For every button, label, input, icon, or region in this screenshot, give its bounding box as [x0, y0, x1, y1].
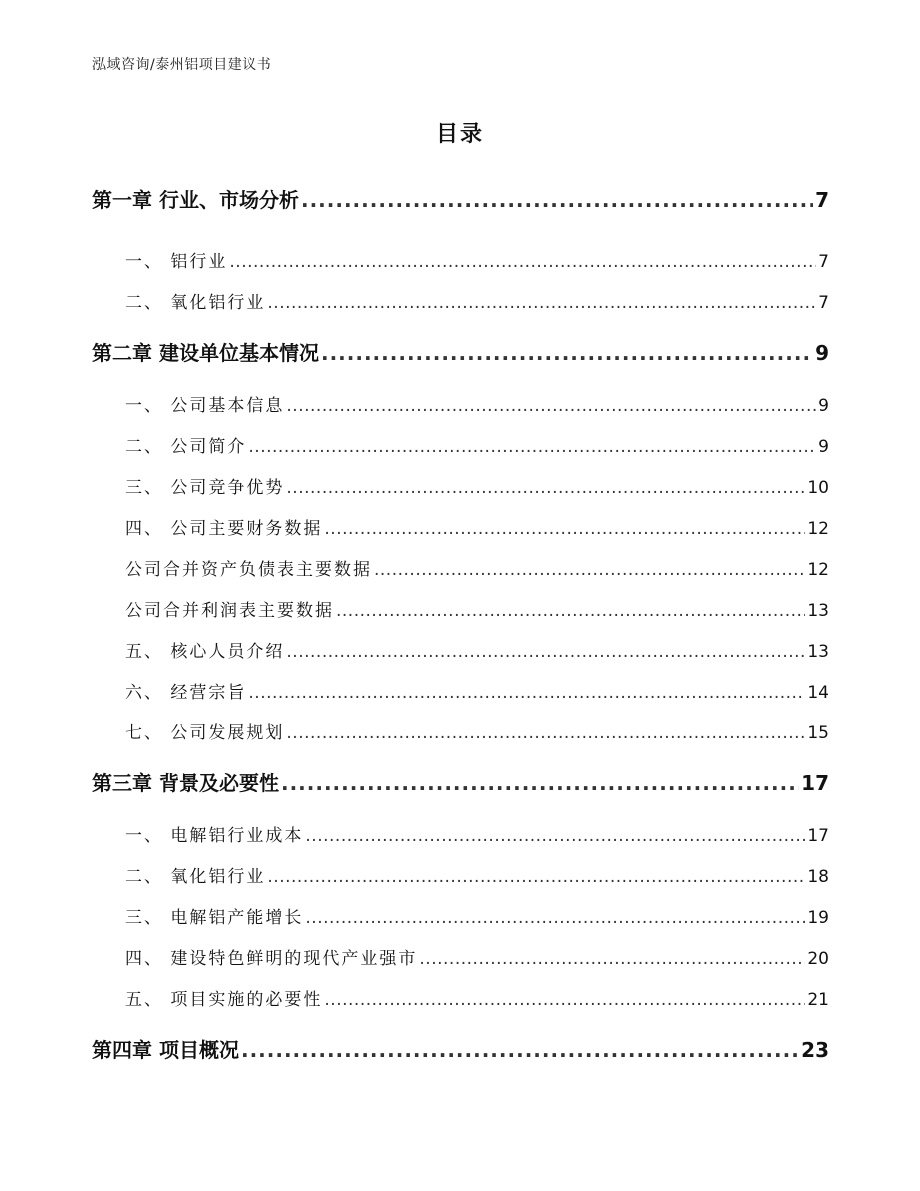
toc-section[interactable]	[92, 985, 829, 1010]
toc-section[interactable]	[92, 473, 829, 498]
toc-entry-page: 9	[818, 437, 829, 457]
toc-entry-page: 7	[818, 252, 829, 272]
toc-entry-page: 21	[807, 990, 829, 1010]
toc-entry-page: 7	[815, 188, 829, 212]
toc-entry-page: 14	[807, 683, 829, 703]
toc-entry-page: 12	[807, 560, 829, 580]
toc-entry-label: 公司合并资产负债表主要数据	[125, 560, 372, 580]
toc-chapter-2[interactable]	[92, 337, 829, 366]
toc-section[interactable]	[92, 637, 829, 662]
dot-leader	[305, 908, 805, 928]
dot-leader	[336, 601, 805, 621]
toc-entry-label: 四、 建设特色鲜明的现代产业强市	[125, 949, 418, 969]
toc-entry-label: 第四章 项目概况	[92, 1038, 239, 1062]
toc-entry-label: 二、 公司简介	[125, 437, 247, 457]
dot-leader	[281, 771, 799, 795]
toc-entry-page: 18	[807, 867, 829, 887]
toc-entry-label: 第三章 背景及必要性	[92, 771, 279, 795]
dot-leader	[286, 723, 805, 743]
toc-entry-label: 一、 电解铝行业成本	[125, 826, 304, 846]
dot-leader	[286, 396, 816, 416]
toc-entry-label: 公司合并利润表主要数据	[125, 601, 334, 621]
toc-section[interactable]	[92, 391, 829, 416]
toc-section[interactable]	[92, 821, 829, 846]
dot-leader	[286, 642, 805, 662]
toc-entry-label: 三、 电解铝产能增长	[125, 908, 304, 928]
toc-subsection[interactable]	[92, 596, 829, 621]
toc-chapter-4[interactable]	[92, 1034, 829, 1063]
toc-entry-label: 二、 氧化铝行业	[125, 867, 266, 887]
dot-leader	[286, 478, 805, 498]
toc-section[interactable]	[92, 862, 829, 887]
toc-entry-label: 第二章 建设单位基本情况	[92, 341, 319, 365]
toc-entry-page: 9	[818, 396, 829, 416]
toc-entry-page: 17	[807, 826, 829, 846]
dot-leader	[321, 341, 813, 365]
toc-entry-page: 15	[807, 723, 829, 743]
toc-section[interactable]	[92, 944, 829, 969]
toc-entry-page: 7	[818, 293, 829, 313]
toc-entry-page: 23	[801, 1038, 829, 1062]
toc-entry-label: 一、 公司基本信息	[125, 396, 285, 416]
toc-entry-page: 12	[807, 519, 829, 539]
toc-entry-page: 17	[801, 771, 829, 795]
toc-entry-page: 9	[815, 341, 829, 365]
toc-entry-label: 五、 项目实施的必要性	[125, 990, 323, 1010]
dot-leader	[374, 560, 805, 580]
dot-leader	[324, 519, 805, 539]
dot-leader	[419, 949, 805, 969]
toc-entry-page: 20	[807, 949, 829, 969]
toc-entry-label: 七、 公司发展规划	[125, 723, 285, 743]
toc-chapter-3[interactable]	[92, 767, 829, 796]
toc-section[interactable]	[92, 514, 829, 539]
dot-leader	[241, 1038, 799, 1062]
toc-entry-label: 第一章 行业、市场分析	[92, 188, 299, 212]
toc-title: 目录	[435, 122, 484, 147]
toc-entry-page: 10	[807, 478, 829, 498]
toc-section[interactable]	[92, 903, 829, 928]
dot-leader	[267, 293, 816, 313]
toc-entry-label: 一、 铝行业	[125, 252, 228, 272]
toc-section[interactable]	[92, 678, 829, 703]
dot-leader	[248, 437, 816, 457]
toc-entry-page: 19	[807, 908, 829, 928]
toc-section[interactable]	[92, 718, 829, 743]
toc-entry-label: 四、 公司主要财务数据	[125, 519, 323, 539]
dot-leader	[229, 252, 816, 272]
dot-leader	[267, 867, 805, 887]
dot-leader	[324, 990, 805, 1010]
toc-section[interactable]	[92, 288, 829, 313]
toc-subsection[interactable]	[92, 555, 829, 580]
toc-entry-page: 13	[807, 642, 829, 662]
toc-entry-label: 三、 公司竞争优势	[125, 478, 285, 498]
toc-entry-label: 二、 氧化铝行业	[125, 293, 266, 313]
dot-leader	[305, 826, 805, 846]
toc-entry-page: 13	[807, 601, 829, 621]
dot-leader	[248, 683, 805, 703]
toc-entry-label: 五、 核心人员介绍	[125, 642, 285, 662]
toc-chapter-1[interactable]	[92, 184, 829, 213]
running-header: 泓域咨询/泰州铝项目建议书	[92, 57, 272, 73]
dot-leader	[301, 188, 813, 212]
toc-section[interactable]	[92, 432, 829, 457]
toc-entry-label: 六、 经营宗旨	[125, 683, 247, 703]
toc-section[interactable]	[92, 247, 829, 272]
